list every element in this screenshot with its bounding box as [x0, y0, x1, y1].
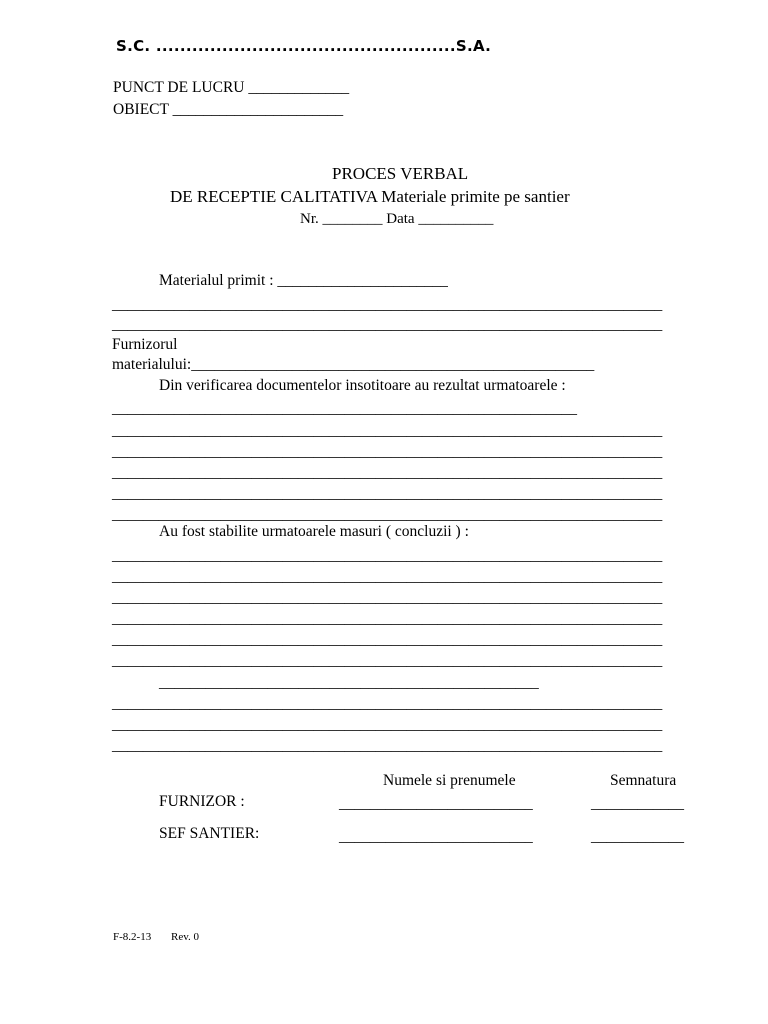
- blank-line: _______________________________________________________________________: [112, 547, 663, 564]
- blank-line: _______________________________________________________________________: [112, 506, 663, 523]
- blank-line: _______________________________________________________________________: [112, 568, 663, 585]
- form-code: F-8.2-13: [113, 931, 152, 943]
- sef-santier-signature-blank: ____________: [591, 828, 684, 845]
- blank-line: _______________________________________________________________________: [112, 589, 663, 606]
- blank-line: _______________________________________________________________________: [112, 695, 663, 712]
- revision: Rev. 0: [171, 931, 200, 943]
- blank-line: _________________________________________________: [159, 674, 539, 691]
- furnizor-signature-blank: ____________: [591, 795, 684, 812]
- document-subtitle: DE RECEPTIE CALITATIVA Materiale primite pe santier: [170, 187, 570, 206]
- company-name: S.C. ..................................................S.A.: [116, 37, 492, 55]
- blank-line: _______________________________________________________________________: [112, 610, 663, 627]
- material-primit-field: Materialul primit : ______________________: [159, 272, 448, 289]
- furnizor-name-blank: _________________________: [339, 795, 533, 812]
- number-date-field: Nr. ________ Data __________: [300, 211, 494, 227]
- blank-line: _______________________________________________________________________: [112, 296, 663, 313]
- blank-line: _______________________________________________________________________: [112, 464, 663, 481]
- blank-line: _______________________________________________________________________: [112, 422, 663, 439]
- verificare-text: Din verificarea documentelor insotitoare au rezultat urmatoarele :: [159, 377, 566, 394]
- sef-santier-name-blank: _________________________: [339, 828, 533, 845]
- sef-santier-label: SEF SANTIER:: [159, 825, 260, 842]
- blank-line: ____________________________________________________________: [112, 400, 577, 417]
- furnizorul-label: Furnizorul: [112, 336, 178, 353]
- blank-line: _______________________________________________________________________: [112, 716, 663, 733]
- name-column-header: Numele si prenumele: [383, 772, 516, 789]
- furnizorul-field: materialului:____________________________________________________: [112, 356, 595, 373]
- punct-de-lucru-field: PUNCT DE LUCRU _____________: [113, 79, 350, 96]
- masuri-text: Au fost stabilite urmatoarele masuri ( concluzii ) :: [159, 523, 469, 540]
- blank-line: _______________________________________________________________________: [112, 443, 663, 460]
- blank-line: _______________________________________________________________________: [112, 652, 663, 669]
- blank-line: _______________________________________________________________________: [112, 485, 663, 502]
- furnizor-label: FURNIZOR :: [159, 793, 245, 810]
- document-title: PROCES VERBAL: [332, 164, 469, 183]
- blank-line: _______________________________________________________________________: [112, 737, 663, 754]
- signature-column-header: Semnatura: [610, 772, 677, 789]
- obiect-field: OBIECT ______________________: [113, 101, 344, 118]
- blank-line: _______________________________________________________________________: [112, 316, 663, 333]
- blank-line: _______________________________________________________________________: [112, 631, 663, 648]
